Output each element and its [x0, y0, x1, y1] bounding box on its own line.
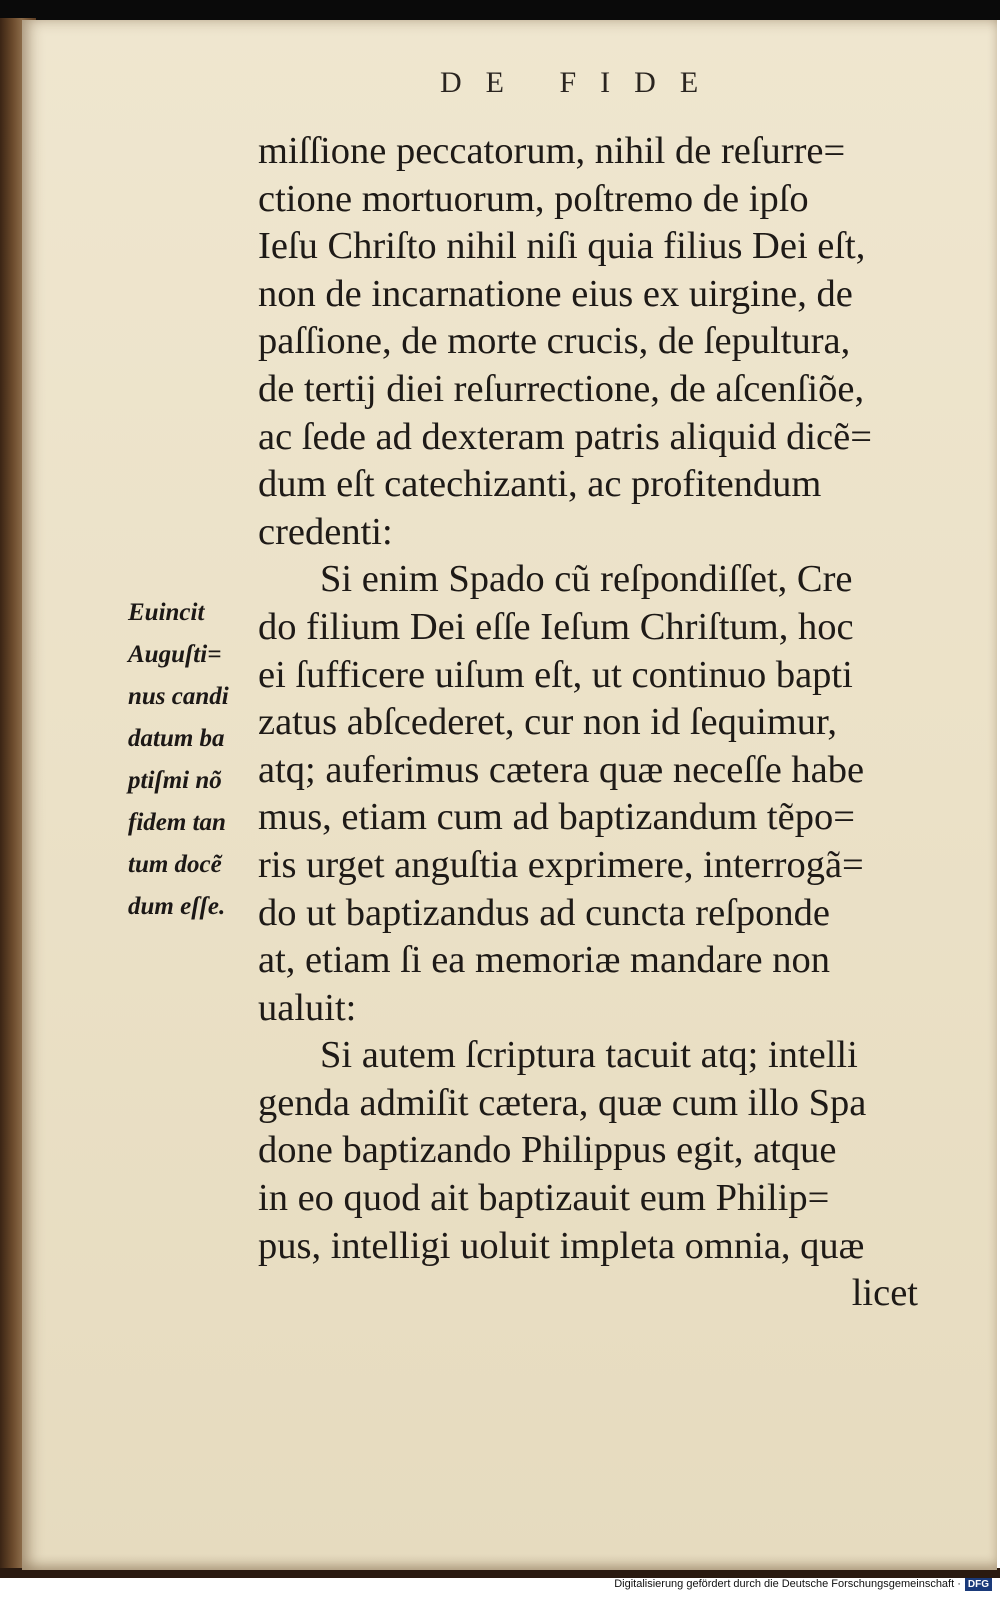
margin-line: ptiſmi nõ — [128, 767, 222, 794]
catchword: licet — [851, 1272, 918, 1315]
margin-line: nus candi — [128, 683, 229, 710]
text-line: ualuit: — [258, 986, 357, 1029]
text-line: dum eſt catechizanti, ac profitendum — [258, 463, 822, 506]
running-head: DE FIDE — [440, 66, 723, 99]
footer-credit — [614, 1578, 992, 1591]
text-line: non de incarnatione eius ex uirgine, de — [258, 272, 853, 315]
text-line: ei ſufficere uiſum eſt, ut continuo bapti — [258, 653, 853, 696]
text-line: genda admiſit cætera, quæ cum illo Spa — [258, 1081, 867, 1124]
text-line: ctione mortuorum, poſtremo de ipſo — [258, 177, 809, 220]
text-line: done baptizando Philippus egit, atque — [258, 1129, 837, 1172]
margin-line: datum ba — [128, 725, 225, 752]
viewer-top-bar — [0, 0, 1000, 20]
body-text — [258, 128, 958, 1318]
text-line: at, etiam ſi ea memoriæ mandare non — [258, 939, 830, 982]
paragraph-start-line: Si enim Spado cũ reſpondiſſet, Cre — [320, 558, 853, 601]
text-line: credenti: — [258, 510, 393, 553]
text-line: de tertij diei reſurrectione, de aſcenſiõe, — [258, 367, 865, 410]
text-line: ac ſede ad dexteram patris aliquid dicẽ= — [258, 415, 872, 458]
margin-line: fidem tan — [128, 809, 226, 836]
footer-credit-text: Digitalisierung gefördert durch die Deutsche Forschungsgemeinschaft · — [614, 1578, 961, 1590]
margin-line: Auguſti= — [128, 641, 222, 668]
dfg-logo: DFG — [965, 1578, 992, 1591]
text-line: ris urget anguſtia exprimere, interrogã= — [258, 843, 864, 886]
marginal-note — [128, 592, 268, 928]
text-line: miſſione peccatorum, nihil de reſurre= — [258, 130, 846, 172]
margin-line: dum eſſe. — [128, 893, 226, 920]
margin-line: Euincit — [128, 599, 205, 626]
margin-line: tum docẽ — [128, 851, 222, 878]
paragraph-start-line: Si autem ſcriptura tacuit atq; intelli — [320, 1034, 858, 1077]
text-line: mus, etiam cum ad baptizandum tẽpo= — [258, 796, 855, 839]
text-line: atq; auferimus cætera quæ neceſſe habe — [258, 748, 865, 791]
text-line: in eo quod ait baptizauit eum Philip= — [258, 1177, 830, 1220]
text-line: Ieſu Chriſto nihil niſi quia filius Dei eſt, — [258, 225, 866, 268]
text-line: pus, intelligi uoluit impleta omnia, quæ — [258, 1224, 865, 1267]
text-line: zatus abſcederet, cur non id ſequimur, — [258, 701, 837, 744]
text-line: paſſione, de morte crucis, de ſepultura, — [258, 320, 851, 363]
text-line: do ut baptizandus ad cuncta reſponde — [258, 891, 830, 934]
text-line: do filium Dei eſſe Ieſum Chriſtum, hoc — [258, 605, 854, 648]
